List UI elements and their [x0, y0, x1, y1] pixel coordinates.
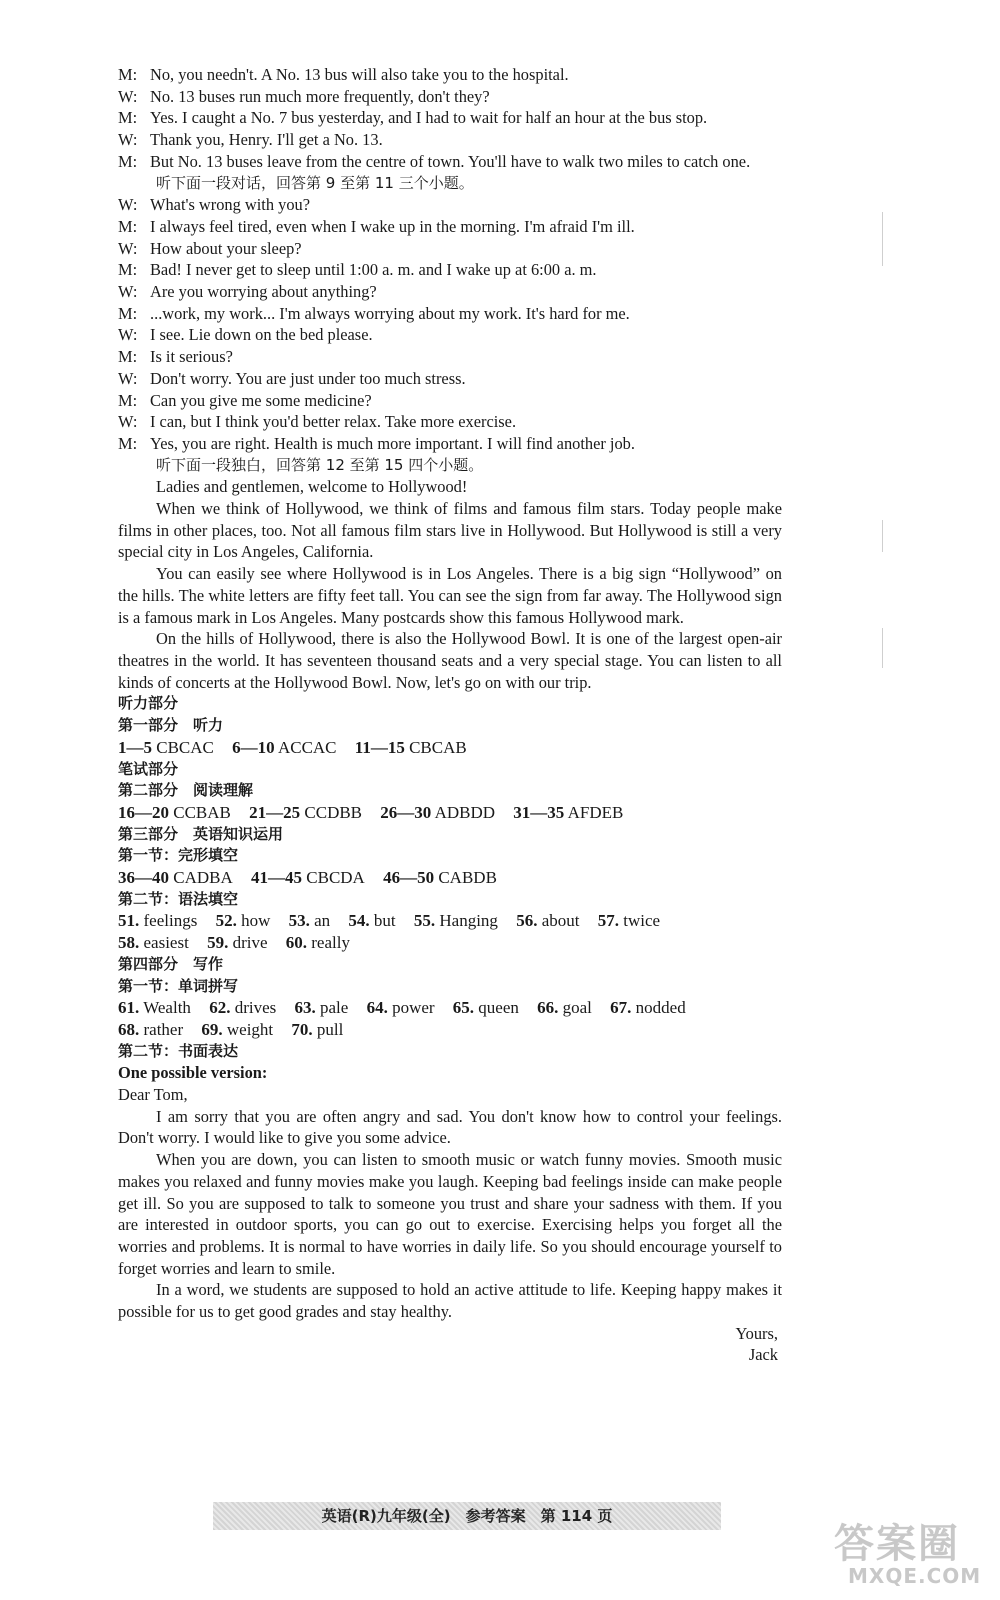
dialog-text: ...work, my work... I'm always worrying about my work. It's hard for me.: [150, 303, 630, 323]
item-number: 54.: [348, 911, 370, 931]
answer-row: [118, 932, 782, 954]
item-number: 52.: [215, 911, 237, 931]
speaker-label: W:: [118, 195, 138, 215]
item-number: 55.: [413, 911, 436, 931]
dialog-text: Don't worry. You are just under too much stress.: [150, 368, 466, 388]
answer-row: [118, 910, 782, 932]
answer-letters: CABDB: [438, 868, 497, 888]
item-number: 70.: [291, 1019, 313, 1039]
item-number: 62.: [209, 998, 231, 1018]
dialog-text: What's wrong with you?: [150, 195, 311, 215]
answer-range: 21—25: [249, 802, 301, 822]
section-heading: 第三部分 英语知识运用: [118, 824, 284, 843]
answer-letters: CCBAB: [173, 802, 231, 822]
item-answer: weight: [226, 1019, 274, 1039]
monologue-greeting: Ladies and gentlemen, welcome to Hollywood!: [156, 477, 468, 497]
dialog-text: I always feel tired, even when I wake up in the morning. I'm afraid I'm ill.: [150, 216, 635, 236]
item-answer: Hanging: [439, 911, 498, 931]
item-number: 63.: [294, 998, 316, 1018]
answer-letters: CBCDA: [306, 868, 365, 888]
sample-letter: [118, 1062, 782, 1366]
speaker-label: M:: [118, 65, 138, 84]
letter-closing: Yours,: [735, 1323, 778, 1343]
item-answer: rather: [143, 1019, 184, 1039]
item-answer: how: [241, 911, 271, 931]
speaker-label: W:: [118, 282, 138, 302]
item-answer: an: [314, 911, 331, 931]
letter-paragraph: I am sorry that you are often angry and sad. You don't know how to control your feelings. Don't worry. I would like to give you some advice.: [118, 1106, 782, 1148]
letter-paragraph: In a word, we students are supposed to hold an active attitude to life. Keeping happy makes it possible for us to get good grades and stay healthy.: [118, 1280, 782, 1322]
answer-row: [118, 737, 782, 759]
dialog-text: But No. 13 buses leave from the centre of town. You'll have to walk two miles to catch one.: [150, 151, 751, 171]
answer-row: [118, 867, 782, 889]
monologue-paragraph: On the hills of Hollywood, there is also the Hollywood Bowl. It is one of the largest open-air theatres in the world. It has seventeen thousand seats and a very special stage. You can listen to all kinds of concerts at the Hollywood Bowl. Now, let's go on with our trip.: [118, 629, 782, 692]
item-number: 56.: [516, 911, 538, 931]
answer-range: 16—20: [118, 802, 169, 822]
speaker-label: M:: [118, 303, 138, 323]
dialog-2: [118, 194, 782, 454]
dialog-line: [118, 238, 782, 260]
dialog-line: [118, 433, 782, 455]
item-number: 64.: [366, 998, 388, 1018]
version-label: One possible version:: [118, 1063, 268, 1083]
dialog-line: [118, 86, 782, 108]
speaker-label: W:: [118, 238, 138, 258]
item-answer: drives: [234, 998, 277, 1018]
answer-range: 36—40: [118, 868, 169, 888]
answer-letters: CBCAC: [156, 737, 214, 757]
monologue-instruction: 听下面一段独白，回答第 12 至第 15 四个小题。: [156, 455, 484, 474]
item-number: 67.: [610, 998, 632, 1018]
item-number: 68.: [118, 1019, 140, 1039]
item-answer: easiest: [143, 933, 189, 953]
answer-range: 6—10: [232, 737, 275, 757]
dialog-text: Yes, you are right. Health is much more important. I will find another job.: [150, 433, 635, 453]
dialog-1: [118, 64, 782, 173]
dialog-text: Thank you, Henry. I'll get a No. 13.: [150, 130, 383, 150]
item-answer: drive: [232, 933, 268, 953]
answer-row: [118, 1019, 782, 1041]
item-answer: pale: [319, 998, 349, 1018]
answer-letters: AFDEB: [567, 802, 624, 822]
section-heading: 笔试部分: [118, 759, 179, 778]
dialog-line: [118, 129, 782, 151]
dialog-line: [118, 324, 782, 346]
speaker-label: M:: [118, 260, 138, 280]
dialog-line: [118, 216, 782, 238]
dialog-line: [118, 194, 782, 216]
dialog-line: [118, 411, 782, 433]
speaker-label: W:: [118, 368, 138, 388]
answer-letters: ACCAC: [277, 737, 337, 757]
speaker-label: W:: [118, 325, 138, 345]
answer-range: 11—15: [354, 737, 405, 757]
watermark-text: 答案圈: [834, 1521, 960, 1567]
speaker-label: W:: [118, 86, 138, 106]
answer-range: 31—35: [513, 802, 565, 822]
monologue: [118, 476, 782, 693]
item-number: 58.: [118, 933, 140, 953]
watermark-url: MXQE.COM: [848, 1564, 982, 1588]
answer-key: [118, 693, 782, 1062]
section-heading: 听力部分: [118, 694, 179, 713]
speaker-label: M:: [118, 433, 138, 453]
dialog-text: How about your sleep?: [150, 238, 302, 258]
dialog-text: I see. Lie down on the bed please.: [150, 325, 373, 345]
item-answer: pull: [316, 1019, 344, 1039]
speaker-label: M:: [118, 347, 138, 367]
dialog-text: Yes. I caught a No. 7 bus yesterday, and I had to wait for half an hour at the bus stop.: [150, 108, 708, 128]
item-number: 57.: [597, 911, 619, 931]
answer-range: 46—50: [383, 868, 435, 888]
dialog-text: Is it serious?: [150, 347, 233, 367]
item-number: 53.: [288, 911, 310, 931]
section-heading: 第二节：语法填空: [118, 889, 239, 908]
dialog-line: [118, 390, 782, 412]
dialog-text: Are you worrying about anything?: [150, 282, 377, 302]
dialog-text: No. 13 buses run much more frequently, don't they?: [150, 86, 490, 106]
page-body: [118, 64, 782, 1366]
dialog-text: Can you give me some medicine?: [150, 390, 372, 410]
item-answer: goal: [562, 998, 592, 1018]
item-answer: nodded: [635, 998, 686, 1018]
speaker-label: W:: [118, 412, 138, 432]
section-heading: 第一节：单词拼写: [118, 976, 239, 995]
section-heading: 第四部分 写作: [118, 954, 224, 973]
section-heading: 第一部分 听力: [118, 716, 224, 735]
speaker-label: W:: [118, 130, 138, 150]
answer-letters: CCDBB: [304, 802, 363, 822]
item-answer: feelings: [143, 911, 198, 931]
answer-range: 26—30: [380, 802, 432, 822]
answer-letters: CADBA: [173, 868, 233, 888]
item-answer: power: [392, 998, 435, 1018]
dialog-line: [118, 346, 782, 368]
item-answer: really: [311, 933, 350, 953]
letter-signature: Jack: [748, 1345, 778, 1365]
letter-paragraph: When you are down, you can listen to smooth music or watch funny movies. Smooth music makes you relaxed and funny movies make you laugh. Keeping bad feelings inside can make people get ill. So you are supposed to talk to someone you trust and share your sadness with them. If you are interested in outdoor sports, you can go out to exercise. Exercising helps you forget all the worries and problems. It is normal to have worries in daily life. So you should encourage yourself to forget worries and learn to smile.: [118, 1150, 782, 1278]
dialog-line: [118, 107, 782, 129]
dialog-line: [118, 368, 782, 390]
dialog-text: Bad! I never get to sleep until 1:00 a. m. and I wake up at 6:00 a. m.: [150, 260, 597, 280]
scan-edge-mark: [882, 628, 883, 668]
letter-salutation: Dear Tom,: [118, 1085, 188, 1105]
dialog-line: [118, 281, 782, 303]
item-number: 59.: [207, 933, 229, 953]
speaker-label: M:: [118, 108, 138, 128]
item-answer: twice: [623, 911, 661, 931]
item-number: 66.: [537, 998, 559, 1018]
dialog-2-instruction: 听下面一段对话，回答第 9 至第 11 三个小题。: [156, 173, 474, 192]
item-number: 51.: [118, 911, 140, 931]
section-heading: 第二节：书面表达: [118, 1041, 239, 1060]
speaker-label: M:: [118, 151, 138, 171]
speaker-label: M:: [118, 390, 138, 410]
dialog-line: [118, 64, 782, 86]
page-footer: 英语(R)九年级(全) 参考答案 第 114 页: [213, 1502, 721, 1530]
scan-edge-mark: [882, 212, 883, 266]
watermark-logo: [834, 1512, 982, 1590]
answer-row: [118, 997, 782, 1019]
item-number: 60.: [285, 933, 308, 953]
answer-letters: ADBDD: [434, 802, 496, 822]
item-answer: about: [541, 911, 580, 931]
item-number: 69.: [201, 1019, 223, 1039]
answer-row: [118, 802, 782, 824]
scan-edge-mark: [882, 520, 883, 552]
answer-letters: CBCAB: [409, 737, 467, 757]
answer-range: 41—45: [251, 868, 303, 888]
dialog-line: [118, 259, 782, 281]
item-number: 65.: [452, 998, 475, 1018]
section-heading: 第一节：完形填空: [118, 846, 239, 865]
section-heading: 第二部分 阅读理解: [118, 781, 254, 800]
dialog-text: No, you needn't. A No. 13 bus will also take you to the hospital.: [150, 65, 569, 84]
item-number: 61.: [118, 998, 140, 1018]
item-answer: but: [373, 911, 396, 931]
item-answer: queen: [478, 998, 519, 1018]
monologue-paragraph: When we think of Hollywood, we think of films and famous film stars. Today people make films in other places, too. Not all famous film stars live in Hollywood. But Hollywood is still a very special city in Los Angeles, California.: [118, 499, 782, 562]
dialog-text: I can, but I think you'd better relax. Take more exercise.: [150, 412, 517, 432]
monologue-paragraph: You can easily see where Hollywood is in Los Angeles. There is a big sign “Hollywood” on the hills. The white letters are fifty feet tall. You can see the sign from far away. The Hollywood sign is a famous mark in Los Angeles. Many postcards show this famous Hollywood mark.: [118, 564, 782, 627]
speaker-label: M:: [118, 216, 138, 236]
answer-range: 1—5: [118, 737, 152, 757]
dialog-line: [118, 303, 782, 325]
item-answer: Wealth: [143, 998, 191, 1018]
dialog-line: [118, 151, 782, 173]
